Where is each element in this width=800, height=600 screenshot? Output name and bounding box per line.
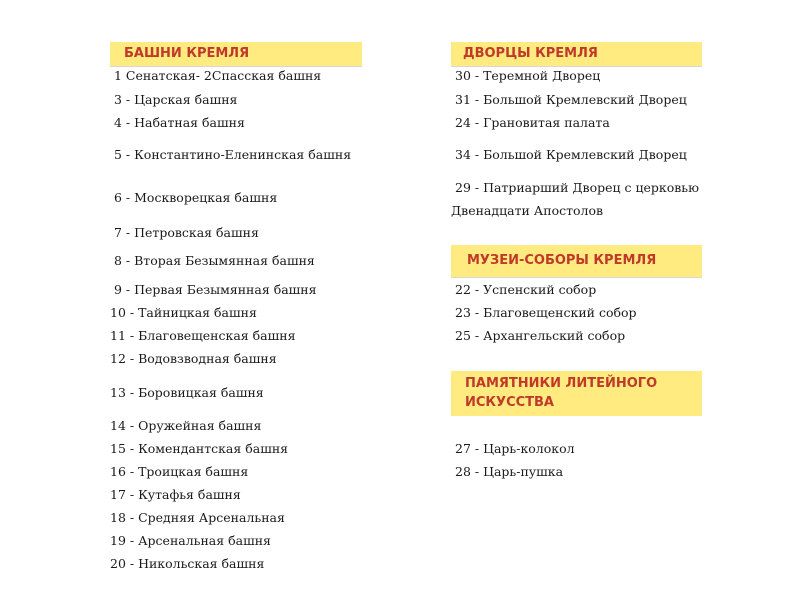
foundry-title-line1: ПАМЯТНИКИ ЛИТЕЙНОГО: [465, 376, 658, 391]
tower-item: 18 - Средняя Арсенальная: [110, 510, 285, 525]
tower-item: 9 - Первая Безымянная башня: [114, 282, 317, 297]
tower-item: 16 - Троицкая башня: [110, 464, 249, 479]
palace-item: 34 - Большой Кремлевский Дворец: [455, 147, 687, 162]
tower-item: 20 - Никольская башня: [110, 556, 265, 571]
tower-item: 14 - Оружейная башня: [110, 418, 262, 433]
tower-item: 7 - Петровская башня: [114, 225, 259, 240]
foundry-title-line2: ИСКУССТВА: [465, 395, 554, 410]
palace-item: 24 - Грановитая палата: [455, 115, 610, 130]
tower-item: 1 Сенатская- 2Спасская башня: [114, 68, 322, 83]
tower-item: 3 - Царская башня: [114, 92, 238, 107]
towers-header: [110, 42, 362, 66]
cathedrals-header-divider: [451, 277, 702, 278]
cathedral-item: 22 - Успенский собор: [455, 282, 597, 297]
palaces-title: ДВОРЦЫ КРЕМЛЯ: [463, 46, 598, 61]
tower-item: 12 - Водовзводная башня: [110, 351, 277, 366]
tower-item: 8 - Вторая Безымянная башня: [114, 253, 315, 268]
tower-item: 13 - Боровицкая башня: [110, 385, 264, 400]
palace-item: 29 - Патриарший Дворец с церковью: [455, 180, 700, 195]
tower-item: 5 - Константино-Еленинская башня: [114, 147, 352, 162]
cathedrals-header: [451, 245, 702, 277]
cathedral-item: 25 - Архангельский собор: [455, 328, 626, 343]
tower-item: 6 - Москворецкая башня: [114, 190, 278, 205]
tower-item: 4 - Набатная башня: [114, 115, 245, 130]
tower-item: 17 - Кутафья башня: [110, 487, 241, 502]
cathedral-item: 23 - Благовещенский собор: [455, 305, 637, 320]
palace-item: 30 - Теремной Дворец: [455, 68, 601, 83]
tower-item: 15 - Комендантская башня: [110, 441, 289, 456]
towers-title: БАШНИ КРЕМЛЯ: [124, 46, 250, 61]
palaces-header-divider: [451, 66, 702, 67]
foundry-header: [451, 371, 702, 416]
tower-item: 11 - Благовещенская башня: [110, 328, 296, 343]
tower-item: 19 - Арсенальная башня: [110, 533, 271, 548]
palaces-header: [451, 42, 702, 66]
foundry-item: 27 - Царь-колокол: [455, 441, 575, 456]
palace-item: 31 - Большой Кремлевский Дворец: [455, 92, 687, 107]
cathedrals-title: МУЗЕИ-СОБОРЫ КРЕМЛЯ: [467, 253, 657, 268]
palace-item: Двенадцати Апостолов: [451, 203, 604, 218]
towers-header-divider: [110, 66, 362, 67]
foundry-item: 28 - Царь-пушка: [455, 464, 564, 479]
tower-item: 10 - Тайницкая башня: [110, 305, 257, 320]
